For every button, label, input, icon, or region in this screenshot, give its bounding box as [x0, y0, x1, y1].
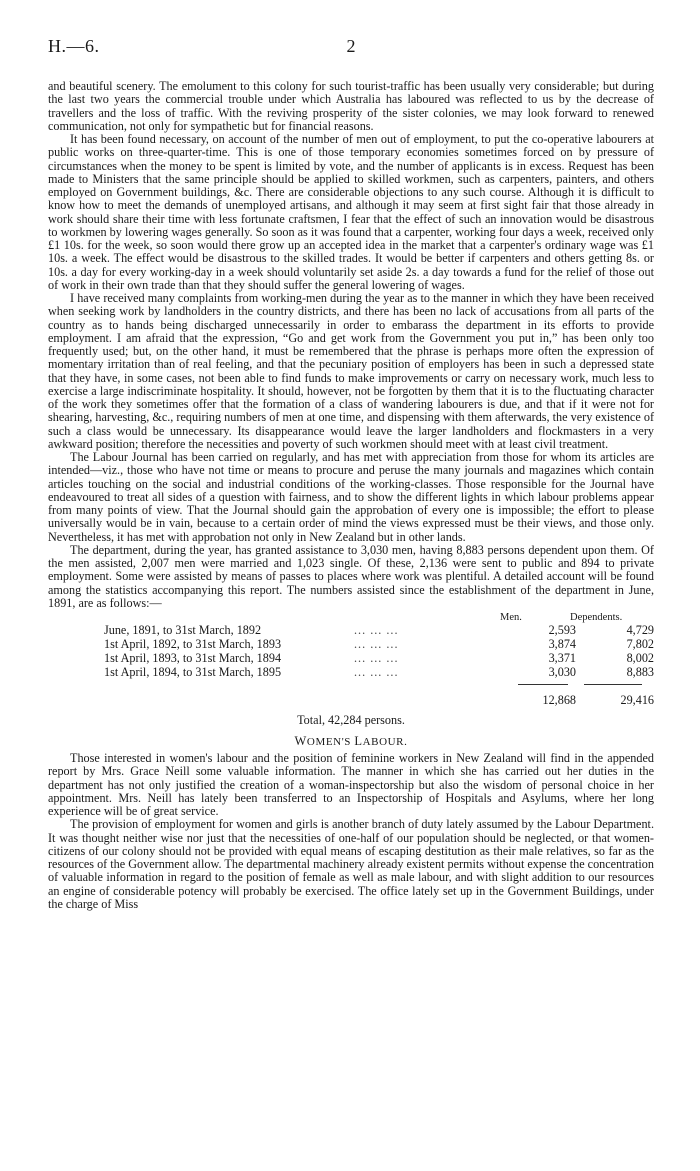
- total-persons: Total, 42,284 persons.: [297, 713, 405, 727]
- page-number: 2: [346, 36, 356, 56]
- totals-row: [104, 694, 654, 707]
- men-total: 12,868: [542, 693, 576, 707]
- page-header: [48, 36, 654, 62]
- dependents-cell: 7,802: [626, 637, 654, 651]
- column-header-dependents: Dependents.: [570, 612, 623, 623]
- period-cell: 1st April, 1892, to 31st March, 1893: [104, 637, 282, 651]
- total-rule-men: [518, 684, 568, 685]
- heading-text: ABOUR.: [362, 736, 408, 748]
- paragraph: Those interested in women's labour and the position of feminine workers in New Zealand will find in the appended report by Mrs. Grace Neill some valuable information. The manner in which she has carried out her duties in the department has not only justified the creation of a woman-inspectorship but also the wisdom of personal choice in her appointment. Mrs. Neill has lately been transferred to an Inspectorship of Hospitals and Asylums, where her long experience will be of great service.: [48, 751, 654, 818]
- men-cell: 3,371: [548, 651, 576, 665]
- paragraph: The department, during the year, has granted assistance to 3,030 men, having 8,883 persons dependent upon them. Of the men assisted, 2,007 men were married and 1,023 single. Of these, 2,136 were sent to public and 894 to private employment. Some were assisted by means of passes to places where work was plentiful. A detailed account will be found among the statistics accompanying this report. The numbers assisted since the establishment of the department in June, 1891, are as follows:—: [48, 542, 654, 610]
- paragraph: I have received many complaints from working-men during the year as to the manner in which they have been received when seeking work by landholders in the country districts, and there has been no lack of accusations from all parts of the country as to hands being discharged unnecessarily in order to embarass the department in its efforts to provide employment. I am afraid that the expression, “Go and get work from the Government you put in,” has been only too frequently used; but, on the other hand, it must be remembered that the phrase is perhaps more often the expression of momentary irritation than of real feeling, and that the pecuniary position of employers has been in such a depressed state that they have, in some cases, not been able to find funds to make improvements or carry on necessary work, much less to exercise a large indiscriminate hospitality. It should, however, not be forgotten by them that it is to the fluctuating character of the work they sometimes offer that the formation of a class of wandering labourers is due, and that if it were not for shearing, harvesting, &c., requiring numbers of men at one time, and dispensing with them afterwards, the very existence of such a class would be unnecessary. Its disappearance would leave the larger landholders and flockmasters in a very awkward position; therefore the necessities and poverty of such workmen should meet with at least civil treatment.: [48, 291, 654, 451]
- heading-initial: L: [354, 734, 363, 748]
- heading-initial: W: [294, 734, 307, 748]
- leader-dots: ... ... ...: [354, 651, 399, 665]
- section-heading: [48, 730, 654, 752]
- table-row: [104, 638, 654, 651]
- period-cell: 1st April, 1894, to 31st March, 1895: [104, 665, 282, 679]
- document-body: [48, 80, 654, 911]
- period-cell: June, 1891, to 31st March, 1892: [104, 623, 262, 637]
- document-reference: H.—6.: [48, 36, 100, 56]
- heading-text: OMEN'S: [306, 736, 355, 748]
- dependents-cell: 4,729: [626, 623, 654, 637]
- period-cell: 1st April, 1893, to 31st March, 1894: [104, 651, 282, 665]
- table-row: [104, 652, 654, 665]
- leader-dots: ... ... ...: [354, 637, 399, 651]
- paragraph: The provision of employment for women and girls is another branch of duty lately assumed by the Labour Department. It was thought neither wise nor just that the necessities of one-half of our population should be neglected, or that women-citizens of our colony should not be provided with equal means of escaping destitution as their male relatives, so far as the resources of the Government allow. The departmental machinery already existent permits without expense the concentration of valuable information in regard to the position of female as well as male labour, and with slight addition to our resources an engine of considerable potency will probably be exercised. The office lately set up in the Government Buildings, under the charge of Miss: [48, 817, 654, 911]
- men-cell: 3,874: [548, 637, 576, 651]
- paragraph: and beautiful scenery. The emolument to this colony for such tourist-traffic has been usually very considerable; but during the last two years the commercial trouble under which Australia has laboured was reflected to us by the decrease of travellers and the loss of traffic. With the reviving prosperity of the sister colonies, we may look forward to renewed communication, not only for sympathetic but for financial reasons.: [48, 79, 654, 133]
- paragraph: The Labour Journal has been carried on regularly, and has met with appreciation from those for whom its articles are intended—viz., those who have not time or means to procure and peruse the many journals and magazines which contain articles touching on the social and industrial conditions of the working-classes. Those responsible for the Journal have endeavoured to treat all sides of a question with fairness, and to show the different lights in which labour problems appear from many points of view. That the Journal should gain the approbation of every one is impossible; the effort to please universally would be in vain, because to a certain order of mind the views expressed must be their views, and those only. Nevertheless, it has met with approbation not only in New Zealand but in other lands.: [48, 450, 654, 544]
- dependents-total: 29,416: [620, 693, 654, 707]
- men-cell: 2,593: [548, 623, 576, 637]
- leader-dots: ... ... ...: [354, 623, 399, 637]
- table-row: [104, 624, 654, 637]
- leader-dots: ... ... ...: [354, 665, 399, 679]
- total-rule-dependents: [584, 684, 642, 685]
- paragraph: It has been found necessary, on account of the number of men out of employment, to put the co-operative labourers at public works on three-quarter-time. This is one of those temporary economies sometimes forced on by pressure of circumstances when the money to be spent is limited by vote, and the number of applicants is in excess. Request has been made to Ministers that the same principle should be applied to skilled workmen, such as carpenters, painters, and others employed on Government buildings, &c. There are considerable objections to any such course. Although it is difficult to know how to meet the demands of unemployed artisans, and although it may seem at first sight fair that those already in work should share their time with less fortunate craftsmen, I fear that the effect of such an innovation would be disastrous to workmen by lowering wages generally. So soon as it was found that a carpenter, working four days a week, received only £1 10s. for the week, so soon would there grow up an accepted idea in the market that a carpenter's ordinary wage was £1 10s. a week. The effect would be disastrous to the skilled trades. It would be better if carpenters and others getting 8s. or 10s. a day for every working-day in a week should voluntarily set aside 2s. a day towards a fund for the relief of those out of work in their own trade than that they should suffer the general lowering of wages.: [48, 132, 654, 292]
- men-cell: 3,030: [548, 665, 576, 679]
- table-row: [104, 666, 654, 679]
- dependents-cell: 8,002: [626, 651, 654, 665]
- assistance-table: [48, 610, 654, 730]
- dependents-cell: 8,883: [626, 665, 654, 679]
- column-header-men: Men.: [500, 612, 522, 623]
